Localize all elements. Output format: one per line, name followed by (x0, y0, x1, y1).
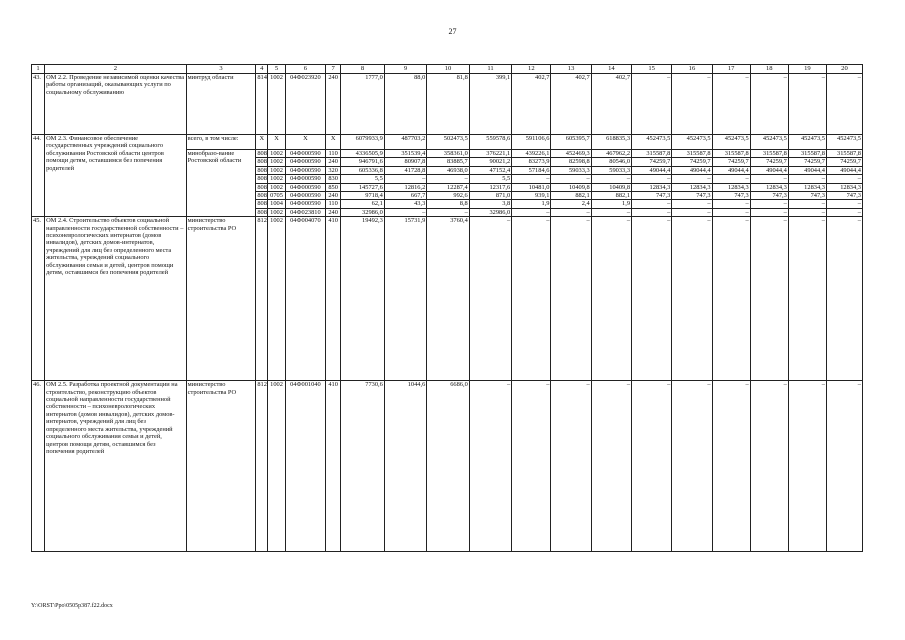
table-cell: – (826, 217, 862, 381)
table-cell: 88,0 (384, 74, 426, 135)
table-cell: 46938,0 (427, 166, 469, 174)
table-cell: 43,3 (384, 200, 426, 208)
table-cell: 808 (257, 158, 267, 166)
table-cell: 351539,4 (384, 150, 426, 158)
table-cell: – (672, 200, 712, 208)
table-cell: 315587,8 (672, 150, 712, 158)
table-cell: 240 (326, 74, 341, 135)
table-cell: – (551, 217, 591, 381)
table-cell: 402,7 (551, 74, 591, 135)
table-cell: 439226,1 (512, 150, 551, 158)
table-cell: 1044,6 (384, 381, 426, 552)
table-cell: 6079933,9 (341, 135, 385, 150)
responsible-executor: всего, в том числе: (186, 135, 256, 150)
table-cell: 04Ф000590 (285, 166, 325, 174)
table-cell: 1002 (268, 183, 285, 191)
column-header: 1 (32, 65, 45, 74)
table-cell: 808 (257, 192, 267, 200)
row-number: 43. (32, 74, 45, 135)
column-header: 6 (285, 65, 325, 74)
table-cell: 747,3 (750, 192, 788, 200)
table-cell: 871,0 (469, 192, 511, 200)
table-cell: 1002 (268, 217, 285, 381)
table-cell: – (632, 217, 672, 381)
responsible-executor: минтруд области (186, 74, 256, 135)
table-cell: 110 (326, 150, 341, 158)
table-cell: 240 (326, 192, 341, 200)
table-cell: 882,1 (591, 192, 631, 200)
table-cell: – (750, 381, 788, 552)
table-cell: 3,8 (469, 200, 511, 208)
table-cell: 12834,3 (750, 183, 788, 191)
table-cell: 808 (257, 150, 267, 157)
responsible-executor: министерство строительства РО (186, 217, 256, 381)
table-cell: – (826, 175, 862, 183)
table-cell: 04Ф000590 (285, 200, 325, 208)
table-cell: – (384, 175, 426, 183)
table-cell: 80907,8 (384, 158, 426, 166)
table-cell: – (750, 217, 788, 381)
table-cell: 2,4 (551, 200, 591, 208)
table-cell: 04Ф000590 (285, 175, 325, 183)
table-cell: 240 (326, 208, 341, 216)
table-cell: – (712, 208, 750, 216)
table-cell: 04Ф000590 (285, 183, 325, 191)
file-path: Y:\ORST\Ppo\0505p387.f22.docx (31, 603, 113, 609)
table-cell: – (788, 175, 826, 183)
table-cell: 452473,5 (826, 135, 862, 150)
table-cell: – (512, 208, 551, 216)
column-header: 5 (268, 65, 285, 74)
table-cell: 19492,3 (341, 217, 385, 381)
table-cell: 452473,5 (672, 135, 712, 150)
table-cell: 376221,1 (469, 150, 511, 158)
table-cell: 452473,5 (712, 135, 750, 150)
table-cell: 410 (326, 217, 341, 381)
table-cell: 467962,2 (591, 150, 631, 158)
table-cell: 1,9 (591, 200, 631, 208)
table-cell: 402,7 (512, 74, 551, 135)
row-number: 45. (32, 217, 45, 381)
table-cell: 5,5 (469, 175, 511, 183)
table-cell: – (750, 208, 788, 216)
column-header: 18 (750, 65, 788, 74)
table-cell: 12287,4 (427, 183, 469, 191)
column-header: 13 (551, 65, 591, 74)
table-cell: 74259,7 (750, 158, 788, 166)
table-cell: 04Ф023810 (285, 208, 325, 216)
table-cell: – (551, 381, 591, 552)
table-cell: 410 (326, 381, 341, 552)
table-cell: 452473,5 (788, 135, 826, 150)
table-cell: 12834,3 (788, 183, 826, 191)
table-cell: – (672, 381, 712, 552)
table-cell: 402,7 (591, 74, 631, 135)
table-cell: 667,7 (384, 192, 426, 200)
table-cell: – (672, 74, 712, 135)
table-cell: 12816,2 (384, 183, 426, 191)
table-cell: 747,3 (712, 192, 750, 200)
table-cell: 04Ф000590 (285, 150, 325, 158)
table-cell: – (551, 175, 591, 183)
table-row (32, 74, 863, 135)
table-cell: 80546,0 (591, 158, 631, 166)
table-cell: – (469, 381, 511, 552)
table-cell: 315587,8 (826, 150, 862, 158)
table-cell: – (427, 208, 469, 216)
table-row (32, 135, 863, 150)
table-cell: 315587,8 (750, 150, 788, 158)
table-cell: 808 (257, 208, 267, 216)
table-cell: 808 (257, 175, 267, 183)
table-cell: 605336,8 (341, 166, 385, 174)
table-cell: 7730,6 (341, 381, 385, 552)
table-cell: – (591, 208, 631, 216)
table-cell: – (750, 200, 788, 208)
table-cell: 747,3 (672, 192, 712, 200)
column-header: 17 (712, 65, 750, 74)
table-cell: 41728,8 (384, 166, 426, 174)
column-header: 20 (826, 65, 862, 74)
column-header: 3 (186, 65, 256, 74)
table-cell: 808 (257, 183, 267, 191)
table-cell: 59033,3 (591, 166, 631, 174)
table-cell: – (672, 217, 712, 381)
table-cell: 74259,7 (788, 158, 826, 166)
table-cell: 487703,2 (384, 135, 426, 150)
table-cell: 49044,4 (672, 166, 712, 174)
table-cell: – (826, 208, 862, 216)
table-cell: 32986,0 (341, 208, 385, 216)
table-cell: – (712, 74, 750, 135)
table-cell: 110 (326, 200, 341, 208)
table-cell: 618835,3 (591, 135, 631, 150)
table-cell: – (712, 381, 750, 552)
table-cell: 946791,6 (341, 158, 385, 166)
table-cell: Х (268, 135, 285, 150)
table-cell: – (591, 175, 631, 183)
table-cell: Х (326, 135, 341, 150)
table-cell: 5,5 (341, 175, 385, 183)
table-cell: 1777,0 (341, 74, 385, 135)
table-cell: 12834,3 (632, 183, 672, 191)
table-cell: 1,9 (512, 200, 551, 208)
column-header: 8 (341, 65, 385, 74)
row-title: ОМ 2.3. Финансовое обеспечение государственных учреждений социального обслуживания Ростовской области центров помощи детям, оставшимся без попечения родителей (45, 135, 187, 217)
table-cell: 320 (326, 166, 341, 174)
table-cell: 04Ф023920 (285, 74, 325, 135)
page-number: 27 (448, 27, 457, 36)
table-cell: 74259,7 (826, 158, 862, 166)
table-cell: 1004 (268, 200, 285, 208)
table-cell: – (788, 381, 826, 552)
column-header: 7 (326, 65, 341, 74)
table-cell: – (788, 208, 826, 216)
header-row (32, 65, 863, 74)
row-title: ОМ 2.2. Проведение независимой оценки качества работы организаций, оказывающих услуги по социальному обслуживанию (45, 74, 187, 135)
table-cell: – (712, 200, 750, 208)
table-cell: 90021,2 (469, 158, 511, 166)
table-cell: 47152,4 (469, 166, 511, 174)
table-cell: – (788, 200, 826, 208)
table-cell: 502473,5 (427, 135, 469, 150)
table-cell: 315587,8 (712, 150, 750, 158)
table-cell: 10481,0 (512, 183, 551, 191)
column-header: 15 (632, 65, 672, 74)
table-cell: 15731,9 (384, 217, 426, 381)
table-cell: 82598,8 (551, 158, 591, 166)
table-cell: 4336505,9 (341, 150, 385, 158)
table-cell: 1002 (268, 74, 285, 135)
table-cell: 83273,9 (512, 158, 551, 166)
column-header: 12 (512, 65, 551, 74)
table-cell: – (632, 200, 672, 208)
column-header: 10 (427, 65, 469, 74)
table-cell: 591106,6 (512, 135, 551, 150)
column-header: 4 (256, 65, 268, 74)
table-cell: 808 (257, 166, 267, 174)
table-cell: 452473,5 (632, 135, 672, 150)
table-cell: – (632, 175, 672, 183)
table-cell: 62,1 (341, 200, 385, 208)
table-cell: 1002 (268, 150, 285, 158)
table-cell: 12834,3 (712, 183, 750, 191)
row-number: 46. (32, 381, 45, 552)
table-cell: 145727,6 (341, 183, 385, 191)
column-header: 14 (591, 65, 631, 74)
table-cell: – (469, 217, 511, 381)
table-cell: 1002 (268, 208, 285, 216)
table-cell: 59033,3 (551, 166, 591, 174)
budget-table (31, 64, 863, 552)
table-cell: – (826, 381, 862, 552)
table-cell: – (750, 175, 788, 183)
table-cell: 49044,4 (632, 166, 672, 174)
table-cell: – (632, 74, 672, 135)
table-cell: 74259,7 (712, 158, 750, 166)
table-cell: – (591, 381, 631, 552)
responsible-executor: министерство строительства РО (186, 381, 256, 552)
table-cell: 240 (326, 158, 341, 166)
table-cell: – (712, 217, 750, 381)
table-cell: – (512, 381, 551, 552)
table-cell: – (672, 175, 712, 183)
column-header: 2 (45, 65, 187, 74)
table-cell: 939,1 (512, 192, 551, 200)
table-cell: 12834,3 (672, 183, 712, 191)
column-header: 19 (788, 65, 826, 74)
table-cell: Х (285, 135, 325, 150)
table-cell: 49044,4 (712, 166, 750, 174)
table-cell: 10409,8 (591, 183, 631, 191)
table-cell: 850 (326, 183, 341, 191)
table-cell: – (672, 208, 712, 216)
table-cell: 81,8 (427, 74, 469, 135)
table-cell: 812 (256, 381, 268, 552)
table-cell: 315587,8 (788, 150, 826, 158)
table-cell: 49044,4 (826, 166, 862, 174)
table-row (32, 381, 863, 552)
table-cell: – (826, 200, 862, 208)
table-cell: 747,3 (788, 192, 826, 200)
table-cell: 6686,0 (427, 381, 469, 552)
column-header: 11 (469, 65, 511, 74)
table-cell: Х (256, 135, 268, 150)
table-cell: 605395,7 (551, 135, 591, 150)
table-cell: – (591, 217, 631, 381)
table-cell: 74259,7 (672, 158, 712, 166)
table-cell: 04Ф004070 (285, 217, 325, 381)
table-cell: 452473,5 (750, 135, 788, 150)
row-number: 44. (32, 135, 45, 217)
table-cell: – (826, 74, 862, 135)
table-cell: 04Ф000590 (285, 192, 325, 200)
table-cell: 830 (326, 175, 341, 183)
table-cell: 812 (256, 217, 268, 381)
table-cell: 04Ф000590 (285, 158, 325, 166)
table-cell: – (712, 175, 750, 183)
table-cell: – (632, 381, 672, 552)
table-cell: – (788, 74, 826, 135)
table-cell: 3760,4 (427, 217, 469, 381)
table-cell: 49044,4 (750, 166, 788, 174)
table-cell: 452469,3 (551, 150, 591, 158)
table-cell: 04Ф001040 (285, 381, 325, 552)
table-row (32, 217, 863, 381)
table-cell: 10409,8 (551, 183, 591, 191)
column-header: 16 (672, 65, 712, 74)
column-header: 9 (384, 65, 426, 74)
table-cell: 814 (256, 74, 268, 135)
table-cell: – (427, 175, 469, 183)
table-cell: 747,3 (632, 192, 672, 200)
table-cell: 992,6 (427, 192, 469, 200)
table-cell: 8,8 (427, 200, 469, 208)
row-title: ОМ 2.5. Разработка проектной документации на строительство, реконструкцию объектов социальной направленности государственной собственности – психоневрологических интернатов (домов инвалидов), детских домов-интернатов, учреждений для лиц без определенного места жительства, учреждений социального обслуживания семьи и детей, центров помощи детям, оставшимся без попечения родителей (45, 381, 187, 552)
table-cell: 9718,4 (341, 192, 385, 200)
table-cell: 83885,7 (427, 158, 469, 166)
table-cell: 358361,0 (427, 150, 469, 158)
table-cell: 808 (257, 200, 267, 208)
table-cell: 74259,7 (632, 158, 672, 166)
table-cell: 32986,0 (469, 208, 511, 216)
responsible-executor: минобразо-вание Ростовской области (186, 150, 256, 217)
table-cell: 49044,4 (788, 166, 826, 174)
table-cell: 1002 (268, 381, 285, 552)
table-cell: 57184,6 (512, 166, 551, 174)
table-cell: 559578,6 (469, 135, 511, 150)
table-cell: 882,1 (551, 192, 591, 200)
table-cell: – (512, 175, 551, 183)
table-cell: – (750, 74, 788, 135)
table-cell: 399,1 (469, 74, 511, 135)
table-cell: – (512, 217, 551, 381)
row-title: ОМ 2.4. Строительство объектов социальной направленности государственной собственности – психоневрологических интернатов (домов инвалидов), детских домов-интернатов, учреждений для лиц без определенного места жительства, учреждений социального обслуживания семьи и детей, центров помощи детям, оставшимся без попечения родителей (45, 217, 187, 381)
table-cell: 1002 (268, 166, 285, 174)
table-cell: 12317,6 (469, 183, 511, 191)
table-cell: – (384, 208, 426, 216)
table-cell: – (632, 208, 672, 216)
table-cell: 747,3 (826, 192, 862, 200)
table-cell: 0705 (268, 192, 285, 200)
table-cell: 1002 (268, 175, 285, 183)
table-cell: 1002 (268, 158, 285, 166)
table-cell: – (788, 217, 826, 381)
table-cell: 12834,3 (826, 183, 862, 191)
table-cell: 315587,8 (632, 150, 672, 158)
table-cell: – (551, 208, 591, 216)
